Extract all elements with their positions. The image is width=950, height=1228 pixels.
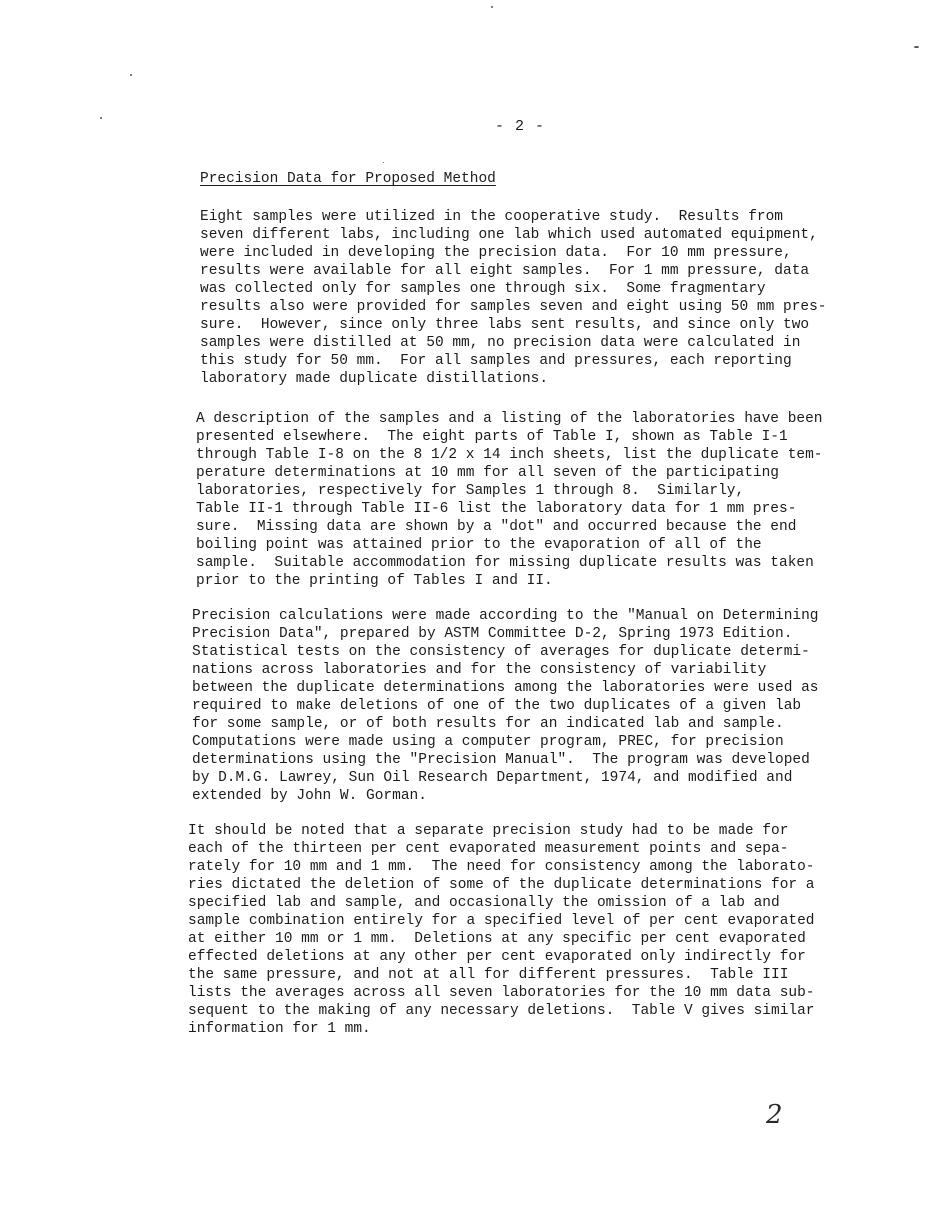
scan-speck [491, 6, 493, 8]
paragraph-samples: Eight samples were utilized in the cooperative study. Results from seven different labs, including one lab which used automated equipment, were included in developing the precision data. For 10 mm pressure, results were available for all eight samples. For 1 mm pressure, data was collected only for samples one through six. Some fragmentary results also were provided for samples seven and eight using 50 mm pres- sure. However, since only three labs sent results, and since only two samples were distilled at 50 mm, no precision data were calculated in this study for 50 mm. For all samples and pressures, each reporting laboratory made duplicate distillations. [200, 209, 827, 387]
paragraph-deletions: It should be noted that a separate precision study had to be made for each of the thirteen per cent evaporated measurement points and sepa- rately for 10 mm and 1 mm. The need for consistency among the laborato- ries dictated the deletion of some of the duplicate determinations for a specified lab and sample, and occasionally the omission of a lab and sample combination entirely for a specified level of per cent evaporated at either 10 mm or 1 mm. Deletions at any specific per cent evaporated effected deletions at any other per cent evaporated only indirectly for the same pressure, and not at all for different pressures. Table III lists the averages across all seven laboratories for the 10 mm data sub- sequent to the making of any necessary deletions. Table V gives similar information for 1 mm. [188, 823, 815, 1037]
scan-speck [130, 74, 132, 76]
handwritten-page-mark: 2 [766, 1100, 783, 1130]
scan-speck [100, 117, 102, 119]
paragraph-calculations: Precision calculations were made according to the "Manual on Determining Precision Data", prepared by ASTM Committee D-2, Spring 1973 Edition. Statistical tests on the consistency of averages for duplicate determi- nations across laboratories and for the consistency of variability between the duplicate determinations among the laboratories were used as required to make deletions of one of the two duplicates of a given lab for some sample, or of both results for an indicated lab and sample. Computations were made using a computer program, PREC, for precision determinations using the "Precision Manual". The program was developed by D.M.G. Lawrey, Sun Oil Research Department, 1974, and modified and extended by John W. Gorman. [192, 608, 819, 804]
scan-speck [914, 46, 919, 48]
section-heading: Precision Data for Proposed Method [200, 171, 496, 187]
page-number: - 2 - [494, 118, 545, 135]
scan-speck [383, 162, 384, 163]
paragraph-tables: A description of the samples and a listing of the laboratories have been presented elsewhere. The eight parts of Table I, shown as Table I-1 through Table I-8 on the 8 1/2 x 14 inch sheets, list the duplicate tem- perature determinations at 10 mm for all seven of the participating laboratories, respectively for Samples 1 through 8. Similarly, Table II-1 through Table II-6 list the laboratory data for 1 mm pres- sure. Missing data are shown by a "dot" and occurred because the end boiling point was attained prior to the evaporation of all of the sample. Suitable accommodation for missing duplicate results was taken prior to the printing of Tables I and II. [196, 411, 823, 589]
